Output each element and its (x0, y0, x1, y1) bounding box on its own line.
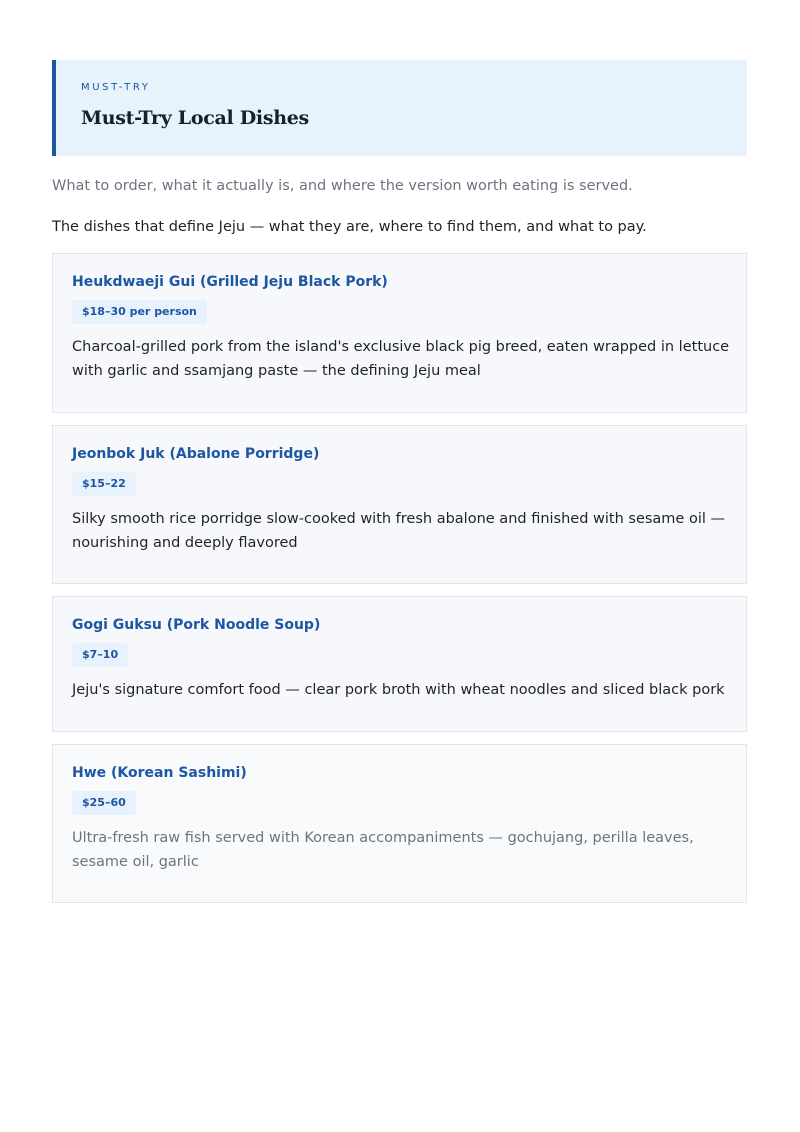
price-badge: $25–60 (72, 791, 136, 815)
dish-description: Jeju's signature comfort food — clear pork broth with wheat noodles and sliced black pork (72, 682, 725, 698)
dish-name: Hwe (Korean Sashimi) (72, 765, 247, 781)
dish-card (52, 425, 747, 584)
intro-text: The dishes that define Jeju — what they are, where to find them, and what to pay. (52, 219, 647, 235)
page-subtitle: What to order, what it actually is, and where the version worth eating is served. (52, 178, 633, 194)
dish-card (52, 596, 747, 732)
section-header (52, 60, 747, 156)
dish-name: Gogi Guksu (Pork Noodle Soup) (72, 617, 321, 633)
price-badge: $7–10 (72, 643, 128, 667)
section-eyebrow: MUST-TRY (81, 82, 151, 93)
dish-name: Heukdwaeji Gui (Grilled Jeju Black Pork) (72, 274, 388, 290)
page-title: Must-Try Local Dishes (81, 107, 309, 129)
dish-description: Silky smooth rice porridge slow-cooked with fresh abalone and finished with sesame oil — nourishing and deeply flavored (72, 511, 726, 551)
dish-card (52, 253, 747, 413)
price-badge: $18–30 per person (72, 300, 207, 324)
dish-description: Ultra-fresh raw fish served with Korean accompaniments — gochujang, perilla leaves, sesame oil, garlic (72, 830, 694, 870)
dish-card (52, 744, 747, 903)
dish-name: Jeonbok Juk (Abalone Porridge) (72, 446, 320, 462)
dish-description: Charcoal-grilled pork from the island's exclusive black pig breed, eaten wrapped in lettuce with garlic and ssamjang paste — the defining Jeju meal (72, 339, 730, 379)
price-badge: $15–22 (72, 472, 136, 496)
